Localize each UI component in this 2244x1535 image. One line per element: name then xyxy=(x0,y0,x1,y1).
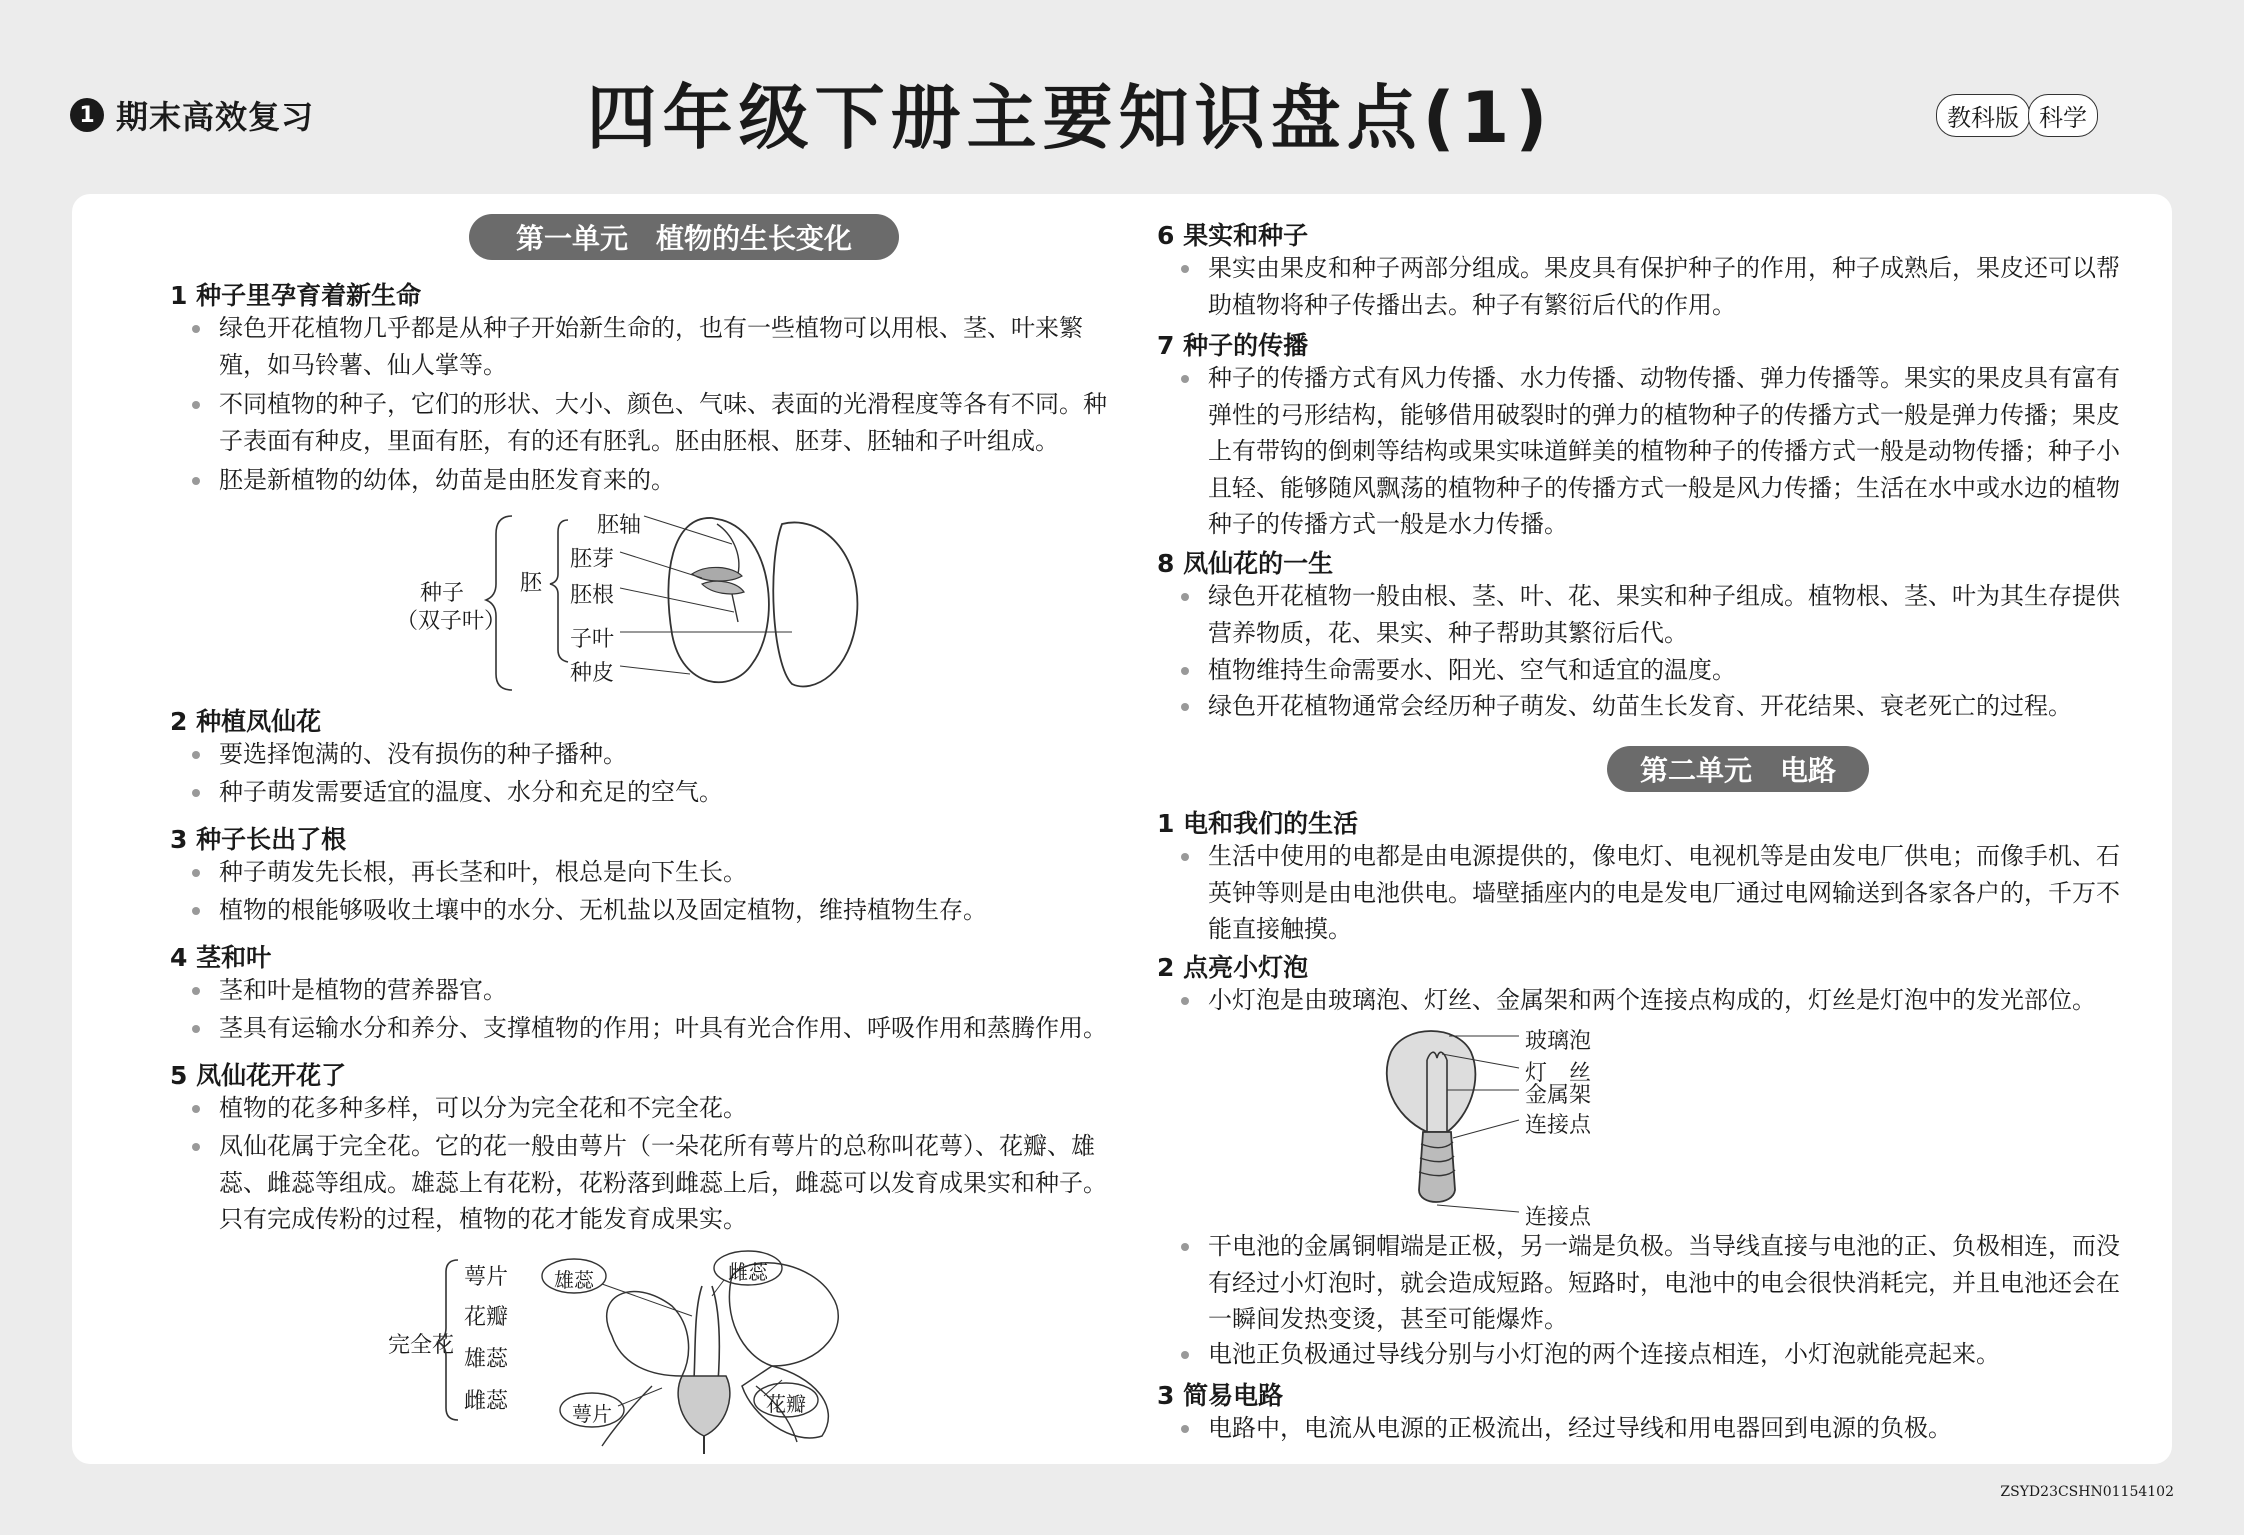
section-marker xyxy=(70,92,314,138)
document-code: ZSYD23CSHN01154102 xyxy=(2000,1484,2174,1500)
bullet-item xyxy=(1181,578,2131,651)
bullet-dot xyxy=(192,1025,200,1033)
bullet-item xyxy=(192,1128,1112,1238)
bullet-dot xyxy=(1181,853,1189,861)
glass-bulb-label: 玻璃泡 xyxy=(1525,1029,1592,1054)
bullet-dot xyxy=(1181,1351,1189,1359)
bullet-item xyxy=(192,1010,1112,1047)
part-label: 雄蕊 xyxy=(464,1347,509,1372)
bullet-dot xyxy=(1181,593,1189,601)
page-title: 四年级下册主要知识盘点(1) xyxy=(586,77,1554,159)
bullet-dot xyxy=(192,477,200,485)
topic-heading: 8 凤仙花的一生 xyxy=(1157,549,1334,578)
plumule-label: 胚芽 xyxy=(570,547,615,572)
seed-label: 种子 xyxy=(420,581,465,606)
bullet-item xyxy=(192,462,1112,499)
bullet-dot xyxy=(192,869,200,877)
topic-heading: 1 种子里孕育着新生命 xyxy=(170,281,422,310)
unit1-title: 第一单元 植物的生长变化 xyxy=(469,214,899,260)
bullet-text: 电池正负极通过导线分别与小灯泡的两个连接点相连，小灯泡就能亮起来。 xyxy=(1208,1340,2000,1368)
bullet-text: 胚是新植物的幼体，幼苗是由胚发育来的。 xyxy=(219,466,675,494)
seed-drawing xyxy=(92,504,1132,704)
bullet-item xyxy=(1181,652,2131,689)
edition-badge: 教科版 xyxy=(1936,94,2030,137)
metal-frame-label: 金属架 xyxy=(1525,1083,1592,1108)
topic-heading: 2 点亮小灯泡 xyxy=(1157,953,1309,982)
bullet-text: 电路中，电流从电源的正极流出，经过导线和用电器回到电源的负极。 xyxy=(1208,1414,1952,1442)
bullet-item xyxy=(192,310,1112,383)
bullet-text: 种子萌发先长根，再长茎和叶，根总是向下生长。 xyxy=(219,858,747,886)
topic-heading: 2 种植凤仙花 xyxy=(170,707,322,736)
filament-label: 灯 丝 xyxy=(1525,1061,1592,1086)
bullet-text: 植物的花多种多样，可以分为完全花和不完全花。 xyxy=(219,1094,747,1122)
bullet-dot xyxy=(192,987,200,995)
bullet-text: 凤仙花属于完全花。它的花一般由萼片（一朵花所有萼片的总称叫花萼）、花瓣、雄蕊、雌蕊等组成。雄蕊上有花粉，花粉落到雌蕊上后，雌蕊可以发育成果实和种子。只有完成传粉的过程，植物的花才能发育成果实。 xyxy=(219,1132,1107,1233)
petal-callout: 花瓣 xyxy=(766,1392,806,1416)
bullet-item xyxy=(192,892,1112,929)
bullet-item xyxy=(192,972,1112,1009)
bullet-item xyxy=(1181,838,2131,948)
bullet-text: 果实由果皮和种子两部分组成。果皮具有保护种子的作用，种子成熟后，果皮还可以帮助植物将种子传播出去。种子有繁衍后代的作用。 xyxy=(1208,254,2120,319)
bullet-text: 种子的传播方式有风力传播、水力传播、动物传播、弹力传播等。果实的果皮具有富有弹性的弓形结构，能够借用破裂时的弹力的植物种子的传播方式一般是弹力传播；果皮上有带钩的倒刺等结构或果实味道鲜美的植物种子的传播方式一般是动物传播；种子小且轻、能够随风飘荡的植物种子的传播方式一般是风力传播；生活在水中或水边的植物种子的传播方式一般是水力传播。 xyxy=(1208,364,2120,538)
topic-heading: 3 简易电路 xyxy=(1157,1381,1284,1410)
section-number-badge: 1 xyxy=(70,98,104,132)
bullet-item xyxy=(1181,1336,2131,1373)
bullet-text: 绿色开花植物几乎都是从种子开始新生命的，也有一些植物可以用根、茎、叶来繁殖，如马铃薯、仙人掌等。 xyxy=(219,314,1083,379)
bullet-item xyxy=(192,1090,1112,1127)
bulb-diagram xyxy=(1157,1020,2157,1230)
bullet-text: 茎具有运输水分和养分、支撑植物的作用；叶具有光合作用、呼吸作用和蒸腾作用。 xyxy=(219,1014,1107,1042)
cotyledon-label: 子叶 xyxy=(570,627,615,652)
contact-point-label: 连接点 xyxy=(1525,1205,1592,1230)
bullet-item xyxy=(192,736,1112,773)
edition-badges xyxy=(1936,94,2098,137)
bullet-dot xyxy=(1181,265,1189,273)
seed-diagram xyxy=(92,504,1132,704)
bullet-text: 植物维持生命需要水、阳光、空气和适宜的温度。 xyxy=(1208,656,1736,684)
topic-heading: 7 种子的传播 xyxy=(1157,331,1309,360)
bullet-item xyxy=(192,774,1112,811)
bullet-text: 生活中使用的电都是由电源提供的，像电灯、电视机等是由发电厂供电；而像手机、石英钟等则是由电池供电。墙壁插座内的电是发电厂通过电网输送到各家各户的，千万不能直接触摸。 xyxy=(1208,842,2120,943)
bullet-text: 要选择饱满的、没有损伤的种子播种。 xyxy=(219,740,627,768)
embryo-label: 胚 xyxy=(520,571,543,596)
bullet-dot xyxy=(1181,667,1189,675)
flower-drawing xyxy=(92,1256,1132,1456)
topic-heading: 3 种子长出了根 xyxy=(170,825,347,854)
subject-badge: 科学 xyxy=(2028,94,2098,137)
topic-heading: 1 电和我们的生活 xyxy=(1157,809,1359,838)
bullet-item xyxy=(192,854,1112,891)
bullet-dot xyxy=(192,751,200,759)
bullet-text: 不同植物的种子，它们的形状、大小、颜色、气味、表面的光滑程度等各有不同。种子表面有种皮，里面有胚，有的还有胚乳。胚由胚根、胚芽、胚轴和子叶组成。 xyxy=(219,390,1107,455)
part-label: 花瓣 xyxy=(464,1305,509,1330)
bullet-text: 干电池的金属铜帽端是正极，另一端是负极。当导线直接与电池的正、负极相连，而没有经过小灯泡时，就会造成短路。短路时，电池中的电会很快消耗完，并且电池还会在一瞬间发热变烫，甚至可能爆炸。 xyxy=(1208,1232,2120,1333)
seed-coat-label: 种皮 xyxy=(570,661,615,686)
bullet-item xyxy=(1181,982,2131,1019)
bullet-item xyxy=(1181,1410,2131,1447)
bullet-dot xyxy=(1181,703,1189,711)
unit2-title: 第二单元 电路 xyxy=(1607,746,1869,792)
bullet-dot xyxy=(192,789,200,797)
part-label: 雌蕊 xyxy=(464,1389,509,1414)
bullet-item xyxy=(1181,1228,2131,1338)
bulb-drawing xyxy=(1157,1020,2157,1230)
complete-flower-label: 完全花 xyxy=(388,1333,455,1358)
topic-heading: 5 凤仙花开花了 xyxy=(170,1061,347,1090)
bullet-dot xyxy=(192,401,200,409)
topic-heading: 6 果实和种子 xyxy=(1157,221,1309,250)
bullet-dot xyxy=(1181,997,1189,1005)
hypocotyl-label: 胚轴 xyxy=(597,513,642,538)
sepal-callout: 萼片 xyxy=(572,1402,612,1426)
bullet-item xyxy=(1181,250,2131,323)
bullet-text: 茎和叶是植物的营养器官。 xyxy=(219,976,507,1004)
flower-diagram xyxy=(92,1256,1132,1456)
bullet-dot xyxy=(1181,1243,1189,1251)
bullet-dot xyxy=(192,325,200,333)
bullet-text: 植物的根能够吸收土壤中的水分、无机盐以及固定植物，维持植物生存。 xyxy=(219,896,987,924)
bullet-item xyxy=(192,386,1112,459)
section-label: 期末高效复习 xyxy=(116,98,315,136)
contact-point-label: 连接点 xyxy=(1525,1113,1592,1138)
bullet-dot xyxy=(192,907,200,915)
bullet-dot xyxy=(192,1105,200,1113)
bullet-dot xyxy=(1181,1425,1189,1433)
bullet-text: 绿色开花植物一般由根、茎、叶、花、果实和种子组成。植物根、茎、叶为其生存提供营养物质，花、果实、种子帮助其繁衍后代。 xyxy=(1208,582,2120,647)
seed-note-label: （双子叶） xyxy=(396,609,507,634)
content-card xyxy=(72,194,2172,1464)
part-label: 萼片 xyxy=(464,1265,509,1290)
bullet-dot xyxy=(192,1143,200,1151)
bullet-dot xyxy=(1181,375,1189,383)
bullet-text: 绿色开花植物通常会经历种子萌发、幼苗生长发育、开花结果、衰老死亡的过程。 xyxy=(1208,692,2072,720)
bullet-text: 小灯泡是由玻璃泡、灯丝、金属架和两个连接点构成的，灯丝是灯泡中的发光部位。 xyxy=(1208,986,2096,1014)
stamen-callout: 雄蕊 xyxy=(554,1268,594,1292)
radicle-label: 胚根 xyxy=(570,583,615,608)
bullet-text: 种子萌发需要适宜的温度、水分和充足的空气。 xyxy=(219,778,723,806)
bullet-item xyxy=(1181,360,2131,543)
topic-heading: 4 茎和叶 xyxy=(170,943,272,972)
bullet-item xyxy=(1181,688,2131,725)
pistil-callout: 雌蕊 xyxy=(728,1260,768,1284)
